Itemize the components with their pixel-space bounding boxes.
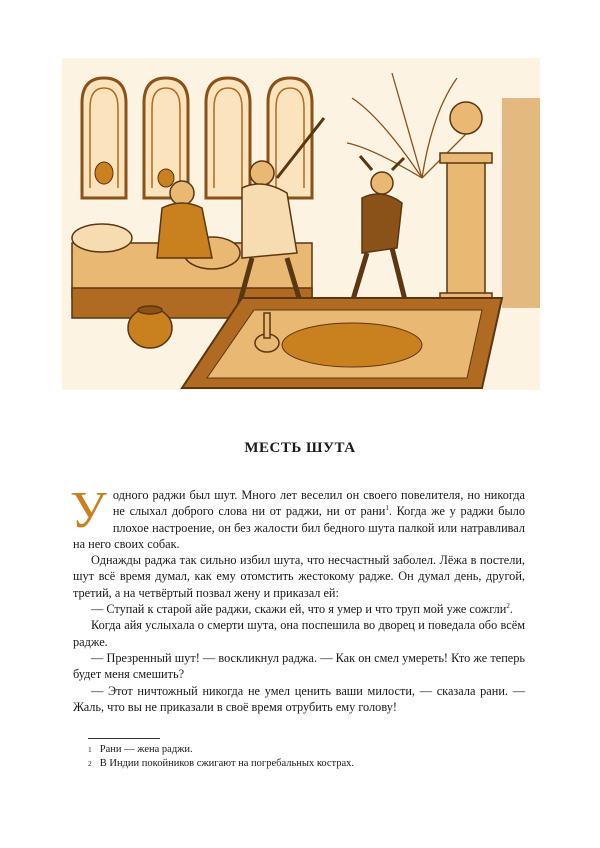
paragraph-2: Однажды раджа так сильно избил шута, что несчастный заболел. Лёжа в постели, шут всё время думал, как ему отомстить жестокому радже. Он думал день, другой, третий, а на четвёртый позвал жену и приказал ей: [73, 553, 525, 600]
story-text [70, 482, 525, 715]
paragraph-1 [70, 482, 525, 552]
paragraph-6: — Этот ничтожный никогда не умел ценить ваши милости, — сказала рани. — Жаль, что вы не приказали в своё время отрубить ему голову! [73, 683, 525, 714]
paragraph-3 [73, 601, 525, 617]
p1-text: одного раджи был шут. Много лет веселил он своего повелителя, но никогда не слыхал доброго слова ни от раджи, ни от рани [112, 488, 525, 519]
p1-text-tail: . Когда же у раджи было плохое настроение, он без жалости бил бедного шута палкой или натравливал на него своих собак. [73, 504, 525, 551]
footnote-ref[interactable]: 2 [506, 601, 510, 610]
paragraph-4: Когда айя услыхала о смерти шута, она поспешила во дворец и поведала обо всём радже. [73, 618, 525, 649]
footnote-ref[interactable]: 1 [385, 504, 389, 513]
footnote-number: 2 [88, 759, 92, 768]
drop-cap: У [70, 482, 107, 539]
footnote-text: Рани — жена раджи. [99, 744, 193, 755]
story-illustration [62, 58, 540, 390]
p3-text: — Ступай к старой айе раджи, скажи ей, что я умер и что труп мой уже сожгли [91, 602, 507, 617]
footnote-text: В Индии покойников сжигают на погребальных кострах. [99, 758, 355, 769]
footnote-divider [88, 738, 160, 739]
p3-text-tail: . [509, 602, 513, 617]
footnote-2 [88, 757, 354, 771]
story-title: МЕСТЬ ШУТА [244, 440, 356, 456]
paragraph-5: — Презренный шут! — воскликнул раджа. — Как он смел умереть! Кто же теперь будет меня смешить? [73, 650, 525, 682]
footnote-1 [88, 743, 354, 757]
footnotes [88, 743, 354, 771]
footnote-number: 1 [88, 745, 92, 754]
